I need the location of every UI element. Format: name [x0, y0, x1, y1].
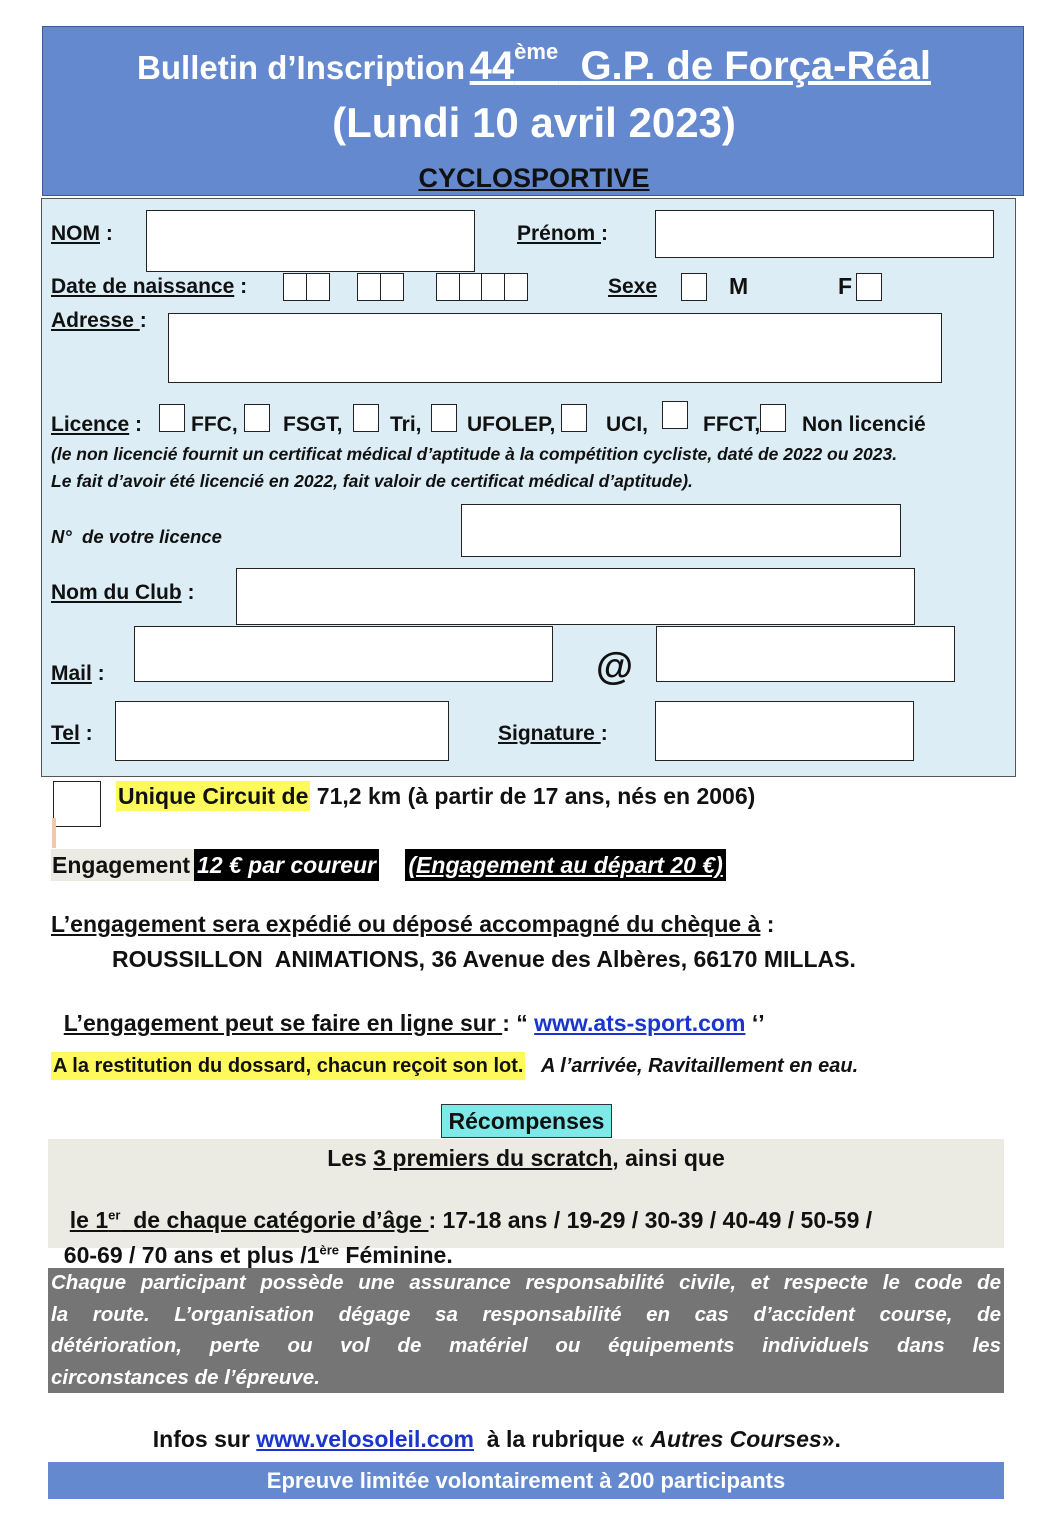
- ats-sport-link[interactable]: www.ats-sport.com: [534, 1010, 746, 1036]
- licence-ffc-label: FFC,: [191, 413, 238, 436]
- mail-domain-input[interactable]: [656, 626, 955, 682]
- licence-uci-checkbox[interactable]: [561, 404, 587, 432]
- dob-year-input[interactable]: [436, 273, 526, 301]
- infos-line: Infos sur www.velosoleil.com à la rubrique « Autres Courses».: [152, 1426, 841, 1452]
- nom-input[interactable]: [146, 210, 475, 272]
- club-input[interactable]: [236, 568, 915, 625]
- sexe-label: Sexe: [608, 275, 658, 298]
- sexe-m-label: M: [729, 273, 749, 299]
- rewards-line3: 60-69 / 70 ans et plus /1ère Féminine.: [63, 1242, 453, 1268]
- sexe-m-checkbox[interactable]: [681, 273, 707, 301]
- tel-label: Tel :: [51, 722, 93, 745]
- circuit-checkbox[interactable]: [53, 781, 101, 827]
- rewards-title: Récompenses: [441, 1104, 612, 1138]
- licence-label: Licence :: [51, 413, 143, 436]
- postal-online: L’engagement peut se faire en ligne sur : “ www.ats-sport.com ‘’: [63, 1010, 765, 1036]
- dossard-arrival: A l’arrivée, Ravitaillement en eau.: [541, 1055, 859, 1077]
- licence-number-input[interactable]: [461, 504, 901, 557]
- header-date: (Lundi 10 avril 2023): [332, 99, 736, 146]
- licence-ffct-label: FFCT,: [703, 413, 761, 436]
- insurance-line4: circonstances de l’épreuve.: [51, 1365, 320, 1389]
- licence-note-2: Le fait d’avoir été licencié en 2022, fait valoir de certificat médical d’aptitude).: [51, 471, 693, 491]
- circuit-marker: [52, 818, 56, 848]
- circuit-highlight: Unique Circuit de: [118, 783, 309, 809]
- licence-ufolep-checkbox[interactable]: [431, 404, 457, 432]
- licence-ufolep-label: UFOLEP,: [467, 413, 556, 436]
- licence-non-licencie-checkbox[interactable]: [760, 404, 786, 432]
- sexe-f-label: F: [838, 273, 853, 299]
- licence-non-licencie-label: Non licencié: [802, 413, 926, 436]
- nom-label: NOM :: [51, 222, 113, 245]
- tel-input[interactable]: [115, 701, 449, 761]
- velosoleil-link[interactable]: www.velosoleil.com: [256, 1426, 475, 1452]
- sexe-f-checkbox[interactable]: [856, 273, 882, 301]
- mail-user-input[interactable]: [134, 626, 553, 682]
- insurance-line2: la route. L’organisation dégage sa responsabilité en cas d’accident course, de: [51, 1302, 1001, 1326]
- header-category: CYCLOSPORTIVE: [418, 163, 650, 193]
- header-edition: 44ème G.P. de Força-Réal: [469, 39, 931, 88]
- insurance-line1: Chaque participant possède une assurance responsabilité civile, et respecte le code de: [51, 1271, 1001, 1294]
- licence-fsgt-label: FSGT,: [283, 413, 343, 436]
- engagement-price: 12 € par coureur: [194, 849, 379, 881]
- licence-number-label: N° de votre licence: [51, 526, 222, 547]
- footer-banner: Epreuve limitée volontairement à 200 participants: [48, 1462, 1004, 1499]
- insurance-text: [51, 1271, 1001, 1397]
- insurance-line3: détérioration, perte ou vol de matériel ou équipements individuels dans les: [51, 1334, 1001, 1357]
- prenom-label: Prénom :: [517, 222, 609, 245]
- licence-tri-label: Tri,: [390, 413, 422, 436]
- postal-address: ROUSSILLON ANIMATIONS, 36 Avenue des Albères, 66170 MILLAS.: [112, 946, 856, 972]
- licence-tri-checkbox[interactable]: [353, 404, 379, 432]
- adresse-label: Adresse :: [51, 309, 147, 332]
- dob-month-input[interactable]: [357, 273, 402, 301]
- signature-input[interactable]: [655, 701, 914, 761]
- licence-fsgt-checkbox[interactable]: [244, 404, 270, 432]
- dossard-line: [51, 1055, 858, 1078]
- club-label: Nom du Club :: [51, 581, 195, 604]
- signature-label: Signature :: [498, 722, 608, 745]
- header-prefix: Bulletin d’Inscription: [137, 49, 466, 86]
- licence-ffct-checkbox[interactable]: [662, 401, 688, 429]
- rewards-line1: Les 3 premiers du scratch, ainsi que: [327, 1145, 725, 1171]
- dob-day-input[interactable]: [283, 273, 328, 301]
- circuit-text: Unique Circuit de 71,2 km (à partir de 17 ans, nés en 2006): [118, 783, 756, 809]
- header-banner: [42, 26, 1024, 196]
- prenom-input[interactable]: [655, 210, 994, 258]
- engagement-line: [51, 852, 726, 879]
- licence-uci-label: UCI,: [606, 413, 648, 436]
- mail-label: Mail :: [51, 662, 105, 685]
- header-title-line: [43, 39, 1025, 89]
- licence-ffc-checkbox[interactable]: [159, 404, 185, 432]
- licence-note-1: (le non licencié fournit un certificat médical d’aptitude à la compétition cycliste, daté de 2022 ou 2023.: [51, 444, 898, 464]
- adresse-input[interactable]: [168, 313, 942, 383]
- engagement-label: Engagement: [51, 849, 194, 881]
- rewards-line2: le 1er de chaque catégorie d’âge : 17-18 ans / 19-29 / 30-39 / 40-49 / 50-59 /: [69, 1207, 873, 1233]
- engagement-depart: (Engagement au départ 20 €): [405, 849, 725, 881]
- dossard-highlight: A la restitution du dossard, chacun reçoit son lot.: [51, 1052, 525, 1080]
- dob-label: Date de naissance :: [51, 275, 248, 298]
- postal-line1: L’engagement sera expédié ou déposé accompagné du chèque à :: [51, 911, 775, 937]
- at-sign: @: [596, 646, 634, 688]
